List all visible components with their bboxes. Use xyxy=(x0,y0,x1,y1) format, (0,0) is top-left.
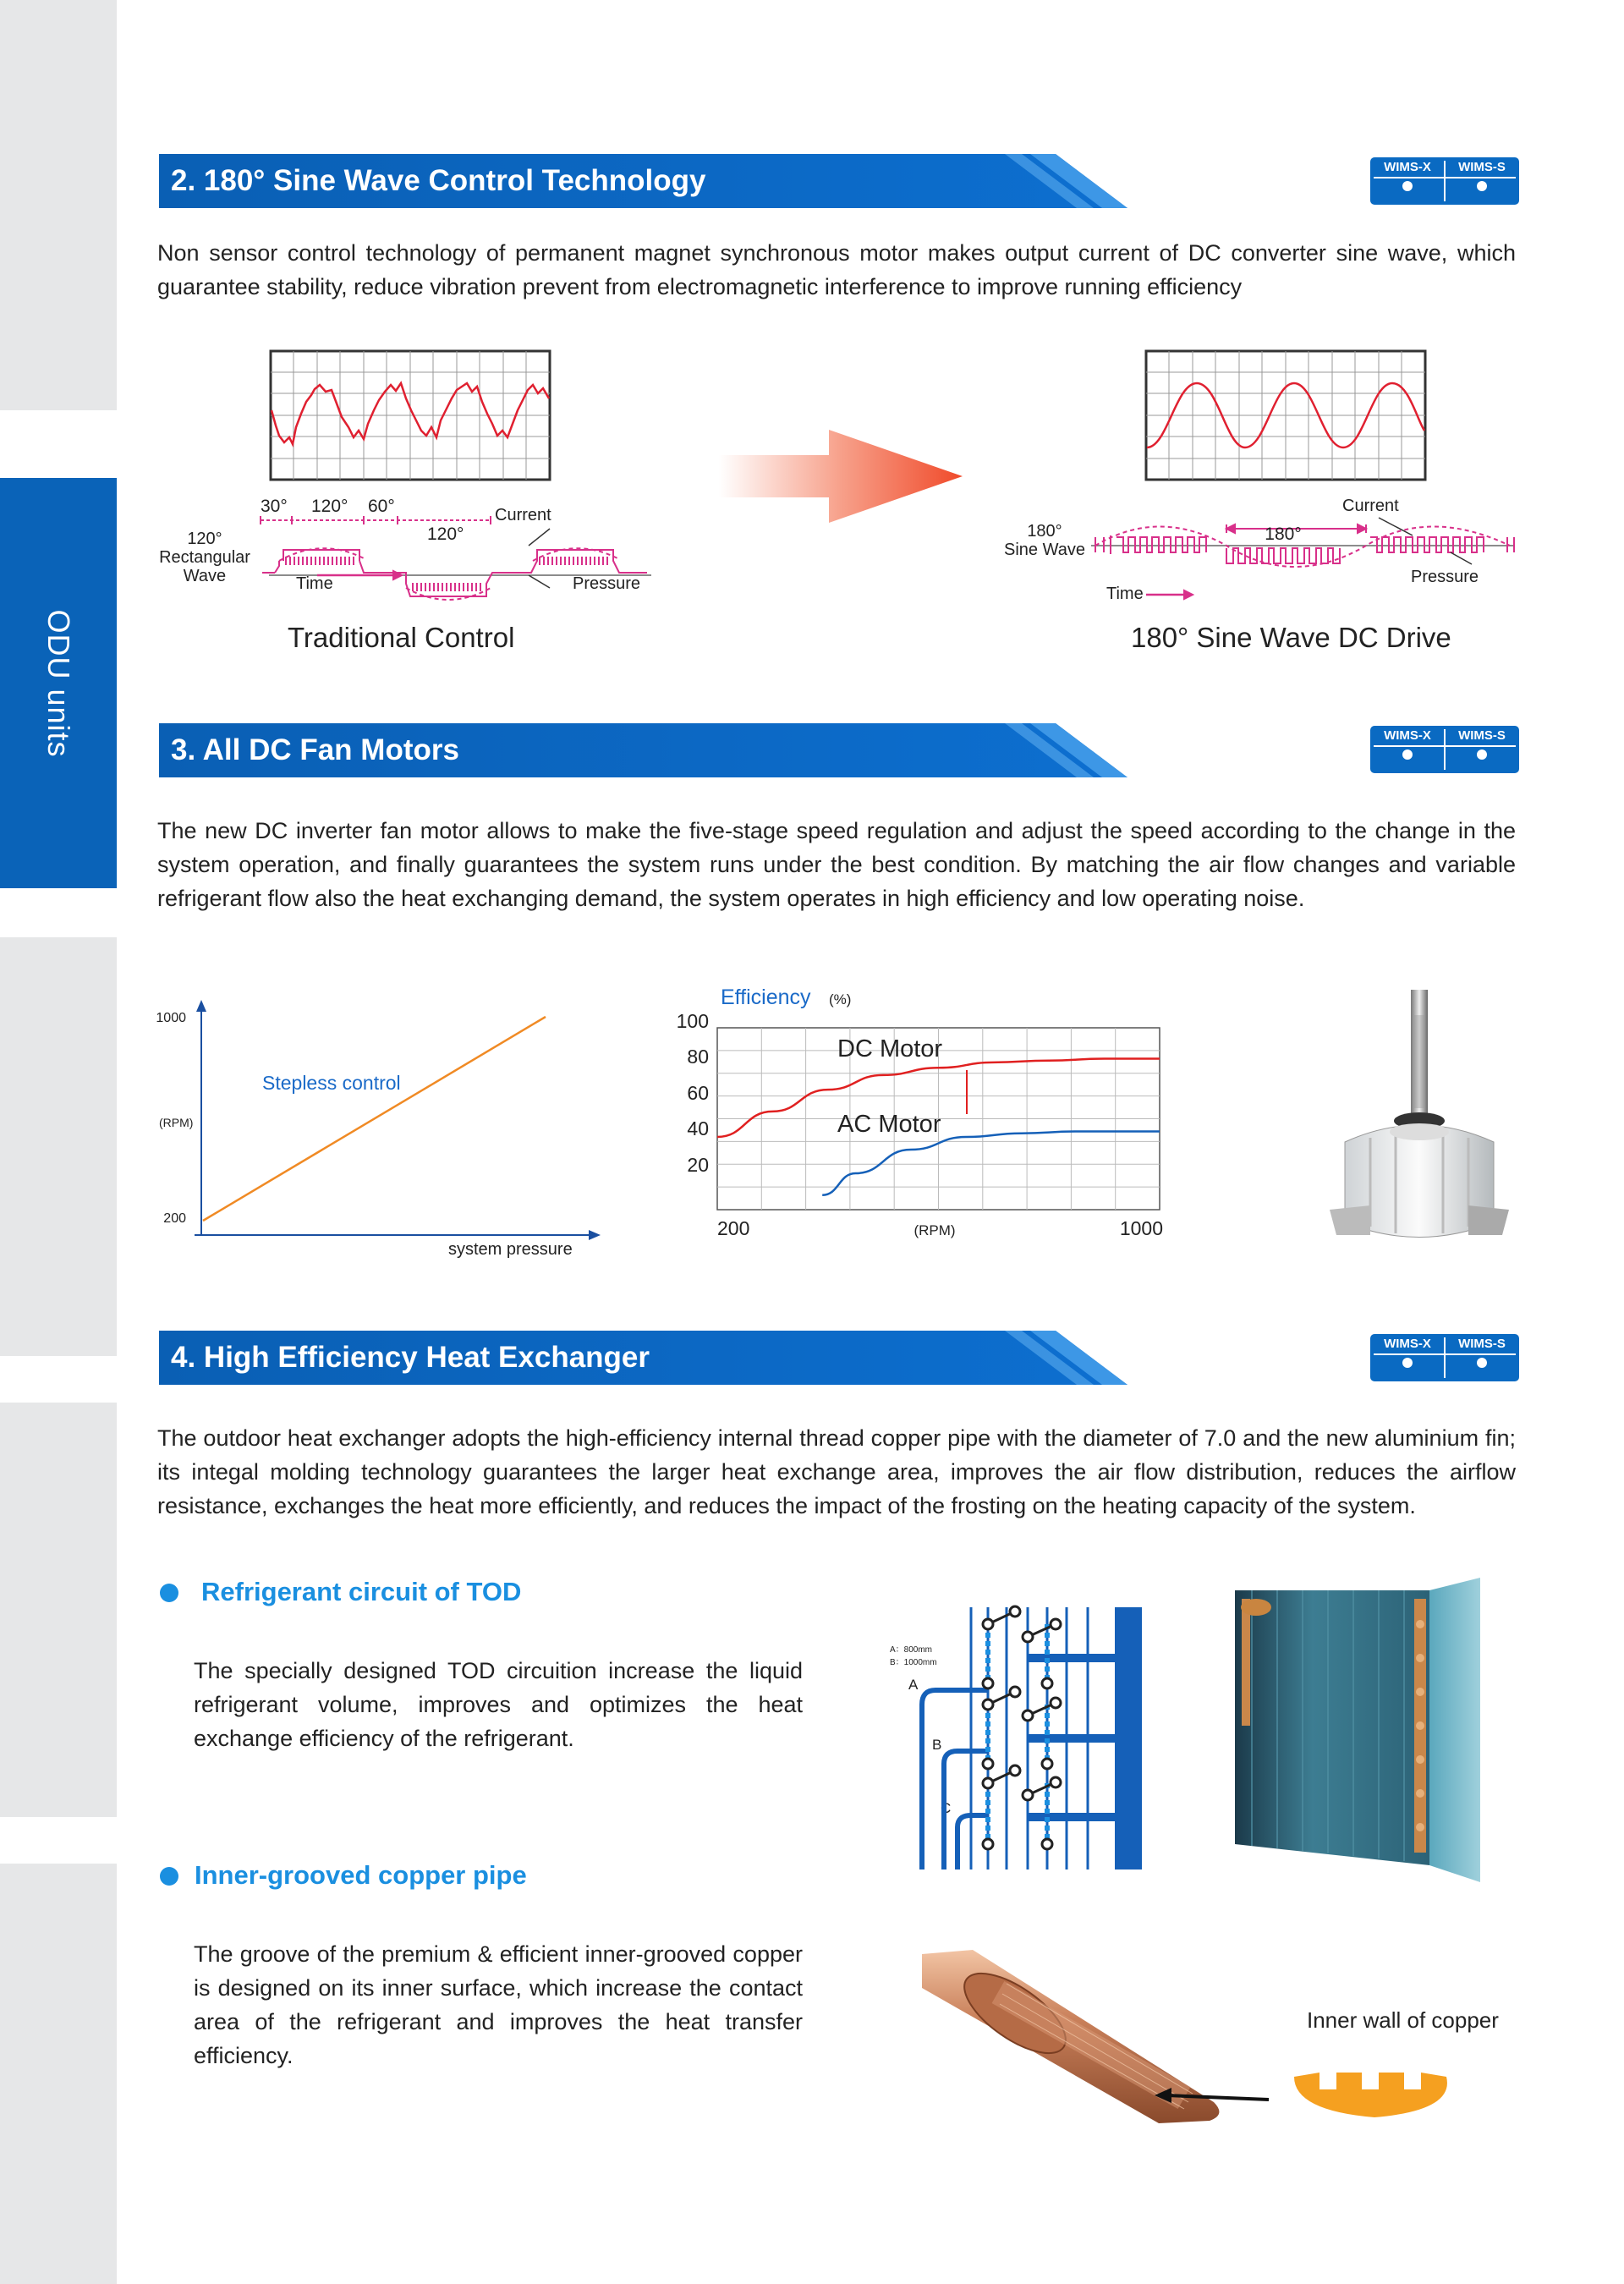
series-label-ac: AC Motor xyxy=(837,1111,941,1138)
badge-label: WIMS-X xyxy=(1384,1337,1431,1351)
pipe-body: The groove of the premium & efficient inner-grooved copper is designed on its inner surface, which increase the contact area of the refrigerant and improves the heat transfer efficiency. xyxy=(194,1941,803,2068)
label-b: B xyxy=(932,1737,942,1753)
heat-exchanger-coil-photo-icon xyxy=(1218,1573,1506,1882)
section-2-header xyxy=(159,154,1127,208)
bullet-icon xyxy=(1477,181,1487,191)
x-axis-label: (RPM) xyxy=(914,1222,956,1238)
label-60deg: 60° xyxy=(368,497,395,516)
x-axis-label: system pressure xyxy=(448,1240,573,1259)
dc-fan-motor-photo-icon xyxy=(1320,981,1531,1260)
bullet-icon xyxy=(1402,181,1413,191)
section-2-title: 2. 180° Sine Wave Control Technology xyxy=(171,164,706,197)
chart-title: Efficiency xyxy=(721,986,811,1009)
sine-caption: 180° Sine Wave DC Drive xyxy=(1131,622,1451,653)
model-badge xyxy=(1370,157,1519,205)
section-3-header xyxy=(159,723,1127,777)
badge-label: WIMS-X xyxy=(1384,728,1431,743)
copper-pipe-photo-icon xyxy=(905,1933,1514,2136)
scope-grid xyxy=(271,351,550,480)
label-180deg: 180° xyxy=(1265,524,1302,544)
model-badge xyxy=(1370,1334,1519,1381)
series-label-dc: DC Motor xyxy=(837,1035,943,1062)
y-tick-label: 80 xyxy=(687,1046,709,1068)
efficiency-chart xyxy=(660,977,1184,1256)
bullet-icon xyxy=(1477,1358,1487,1368)
sidebar-tab xyxy=(0,1403,117,1817)
bullet-icon xyxy=(1477,749,1487,760)
sidebar-tab xyxy=(0,0,117,410)
label-pressure: Pressure xyxy=(573,574,641,593)
badge-label: WIMS-S xyxy=(1458,1337,1506,1351)
badge-label: WIMS-S xyxy=(1458,728,1506,743)
label-120deg-b: 120° xyxy=(427,524,464,544)
badge-label: WIMS-X xyxy=(1384,160,1431,174)
badge-label: WIMS-S xyxy=(1458,160,1506,174)
x-tick-label: 1000 xyxy=(1119,1217,1163,1239)
pipe-title: Inner-grooved copper pipe xyxy=(195,1860,527,1890)
bullet-icon xyxy=(160,1584,178,1602)
model-badge xyxy=(1370,726,1519,773)
label-a: A xyxy=(908,1677,919,1693)
label-current: Current xyxy=(495,506,551,524)
sidebar-label: ODU units xyxy=(41,609,76,758)
series-line xyxy=(203,1017,546,1221)
section-4-title: 4. High Efficiency Heat Exchanger xyxy=(171,1341,650,1374)
sidebar xyxy=(0,0,117,2284)
section-4-header xyxy=(159,1331,1127,1385)
pipe-callout: Inner wall of copper xyxy=(1307,2007,1499,2033)
legend-a: A：800mm xyxy=(890,1645,933,1655)
gradient-right-arrow-icon xyxy=(719,430,964,523)
section-3-title: 3. All DC Fan Motors xyxy=(171,733,459,766)
label-pressure: Pressure xyxy=(1411,568,1479,586)
label-wave-l2: Sine Wave xyxy=(1004,541,1085,559)
tod-body: The specially designed TOD circuition increase the liquid refrigerant volume, improves and optimizes the heat exchange efficiency of the refrigerant. xyxy=(194,1658,803,1751)
sine-pwm-wave xyxy=(1091,518,1514,599)
section-4-body: The outdoor heat exchanger adopts the high-efficiency internal thread copper pipe with the diameter of 7.0 and the new aluminium fin; its integal molding technology guarantees the larger heat exchange area, improves the air flow distribution, reduces the airflow resistance, exchanges the heat more efficiently, and reduces the impact of the frosting on the heating capacity of the system. xyxy=(157,1425,1516,1518)
traditional-wave-diagram xyxy=(152,343,677,601)
label-time: Time xyxy=(1106,585,1144,601)
y-tick-label: 20 xyxy=(687,1154,709,1176)
section-3-body: The new DC inverter fan motor allows to make the five-stage speed regulation and adjust the speed according to the change in the system operation, and finally guarantees the system runs under the best condition. By matching the air flow changes and variable refrigerant flow also the heat exchanging demand, the system operates in high efficiency and low operating noise. xyxy=(157,818,1516,911)
chart-title-unit: (%) xyxy=(829,991,852,1007)
label-time: Time xyxy=(296,574,333,593)
y-axis-label: (RPM) xyxy=(159,1116,194,1129)
legend-b: B：1000mm xyxy=(890,1658,937,1667)
tod-circuit-diagram xyxy=(880,1590,1167,1869)
label-wave-l3: Wave xyxy=(183,567,227,585)
y-tick-label: 40 xyxy=(687,1117,709,1139)
bullet-icon xyxy=(1402,749,1413,760)
label-wave-l2: Rectangular xyxy=(159,548,250,567)
label-wave-l1: 120° xyxy=(187,530,222,548)
scope-grid xyxy=(1146,351,1425,480)
tod-title: Refrigerant circuit of TOD xyxy=(201,1577,522,1606)
section-2-body: Non sensor control technology of permanent magnet synchronous motor makes output current of DC converter sine wave, which guarantee stability, reduce vibration prevent from electromagnetic interference to improve running efficiency xyxy=(157,240,1516,299)
y-tick-label: 200 xyxy=(163,1211,186,1226)
x-tick-label: 200 xyxy=(717,1217,750,1239)
y-tick-label: 100 xyxy=(676,1010,709,1032)
label-current: Current xyxy=(1342,497,1399,515)
sine-wave-diagram xyxy=(981,343,1531,601)
label-30deg: 30° xyxy=(261,497,288,516)
label-120deg: 120° xyxy=(311,497,348,516)
y-tick-label: 60 xyxy=(687,1082,709,1104)
traditional-caption: Traditional Control xyxy=(288,622,515,653)
sidebar-tab xyxy=(0,937,117,1356)
bullet-icon xyxy=(160,1867,178,1886)
y-tick-label: 1000 xyxy=(156,1011,186,1025)
label-c: C xyxy=(941,1800,952,1816)
bullet-icon xyxy=(1402,1358,1413,1368)
rpm-chart xyxy=(152,998,609,1269)
series-label: Stepless control xyxy=(262,1072,401,1094)
label-wave-l1: 180° xyxy=(1027,522,1062,541)
sidebar-tab xyxy=(0,1864,117,2284)
